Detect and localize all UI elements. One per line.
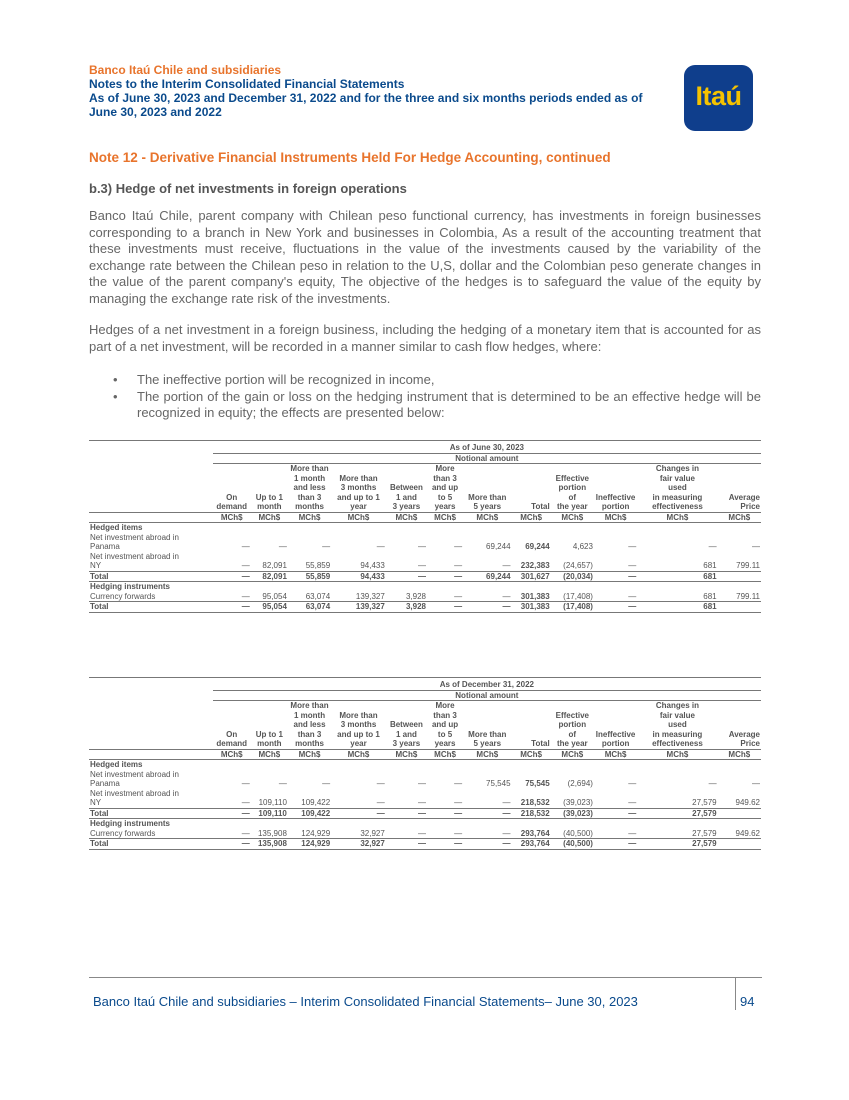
bullet-icon: • bbox=[113, 372, 118, 387]
notional-header: Notional amount bbox=[213, 690, 761, 701]
col-average-price: Average Price bbox=[718, 464, 761, 513]
col-effective-portion: Effective portion of the year bbox=[551, 701, 594, 750]
col-ineffective-portion: Ineffective portion bbox=[594, 464, 637, 513]
col-1-to-3-years: Between 1 and 3 years bbox=[386, 464, 427, 513]
col-1-to-3-months: More than 1 month and less than 3 months bbox=[288, 464, 331, 513]
col-fair-value-changes: Changes in fair value used in measuring effectiveness bbox=[637, 464, 717, 513]
footer-text: Banco Itaú Chile and subsidiaries – Interim Consolidated Financial Statements– June 30, 2023 bbox=[93, 994, 638, 1009]
table-row: NY — 82,091 55,859 94,433 — — — 232,383 (24,657) — 681 799.11 bbox=[90, 561, 760, 570]
col-3-months-to-1-year: More than 3 months and up to 1 year bbox=[331, 464, 386, 513]
table-row: Net investment abroad in bbox=[90, 769, 179, 779]
logo-text: Itaú bbox=[695, 81, 742, 111]
header-subtitle: Notes to the Interim Consolidated Financial Statements bbox=[89, 77, 405, 91]
col-total: Total bbox=[512, 464, 551, 513]
footer-vertical-divider bbox=[735, 977, 736, 1010]
table-row: Total — 135,908 124,929 32,927 — — — 293,764 (40,500) — 27,579 bbox=[89, 839, 761, 850]
note-title: Note 12 - Derivative Financial Instruments Held For Hedge Accounting, continued bbox=[89, 150, 611, 165]
document-header bbox=[89, 63, 679, 119]
hedge-table-2023: As of June 30, 2023 Notional amount On demand Up to 1 month More than 1 month and less than 3 months More than 3 months and up to 1 year Between 1 and 3 years More than 3 and up to 5 years More than 5 years Total Effective portion of the year Ineffective portion Changes in fair value used in measuring effectiveness Average Price MCh$ MCh$ MCh$ MCh$ MCh$ MCh$ MCh$ MCh$ MCh$ MCh$ MCh$ MCh$ Hedged items Net investment abroad in Panama — — — — — — 69,244 69,244 4,623 — — — Net investment abroad in NY — 82,091 55,859 94,433 — — — 232,383 (24,657) — 681 799.11 Total — 82,091 55,859 94,433 — — 69,244 301,627 (20,034) — 681 Hedging instruments Currency forwards — 95,054 63,074 139,327 3,928 — — 301,383 (17,408) — 681 799.11 Total — 95,054 63,074 139,327 3,928 — — 301,383 (17,408) — 681 bbox=[89, 440, 761, 613]
hedging-instruments-label: Hedging instruments bbox=[90, 582, 171, 591]
col-total: Total bbox=[512, 701, 551, 750]
table-row: Net investment abroad in bbox=[90, 788, 179, 798]
col-on-demand: On demand bbox=[213, 464, 251, 513]
table-row: Net investment abroad in bbox=[90, 532, 179, 542]
col-fair-value-changes: Changes in fair value used in measuring effectiveness bbox=[637, 701, 717, 750]
page-number: 94 bbox=[740, 994, 755, 1009]
list-item: • The portion of the gain or loss on the hedging instrument that is determined to be an effective hedge will be recognized in equity; the effects are presented below: bbox=[113, 388, 761, 420]
header-period-line1: As of June 30, 2023 and December 31, 2022 and for the three and six months periods ended as of bbox=[89, 91, 643, 105]
table-row: Currency forwards — 135,908 124,929 32,927 — — — 293,764 (40,500) — 27,579 949.62 bbox=[90, 828, 760, 838]
list-item: • The ineffective portion will be recognized in income, bbox=[113, 372, 435, 387]
hedging-instruments-label: Hedging instruments bbox=[90, 819, 171, 828]
company-name: Banco Itaú Chile and subsidiaries bbox=[89, 63, 282, 77]
table-row: Total — 109,110 109,422 — — — — 218,532 (39,023) — 27,579 bbox=[89, 808, 761, 819]
col-3-months-to-1-year: More than 3 months and up to 1 year bbox=[331, 701, 386, 750]
table-row: NY — 109,110 109,422 — — — — 218,532 (39,023) — 27,579 949.62 bbox=[90, 798, 760, 807]
col-3-to-5-years: More than 3 and up to 5 years bbox=[427, 701, 463, 750]
hedged-items-label: Hedged items bbox=[90, 523, 143, 532]
section-subtitle: b.3) Hedge of net investments in foreign operations bbox=[89, 181, 407, 196]
col-effective-portion: Effective portion of the year bbox=[551, 464, 594, 513]
col-1-to-3-years: Between 1 and 3 years bbox=[386, 701, 427, 750]
col-up-to-1-month: Up to 1 month bbox=[251, 701, 288, 750]
table-row: Panama — — — — — — 69,244 69,244 4,623 — — — bbox=[90, 542, 760, 551]
itau-logo bbox=[684, 65, 753, 131]
col-1-to-3-months: More than 1 month and less than 3 months bbox=[288, 701, 331, 750]
table-row: Total — 95,054 63,074 139,327 3,928 — — 301,383 (17,408) — 681 bbox=[89, 602, 761, 613]
col-average-price: Average Price bbox=[718, 701, 761, 750]
col-more-than-5-years: More than 5 years bbox=[463, 701, 511, 750]
col-3-to-5-years: More than 3 and up to 5 years bbox=[427, 464, 463, 513]
table-row: Currency forwards — 95,054 63,074 139,327 3,928 — — 301,383 (17,408) — 681 799.11 bbox=[90, 591, 760, 601]
paragraph-1: Banco Itaú Chile, parent company with Chilean peso functional currency, has investments in foreign businesses corresponding to a branch in New York and businesses in Colombia, As a result of the accounting treatment that these investments must receive, fluctuations in the value of the investments caused by the variability of the exchange rate between the Chilean peso in relation to the U,S, dollar and the Colombian peso generate changes in the value of the parent company's equity, The objective of the hedges is to safeguard the value of the equity by managing the exchange rate risk of the investments. bbox=[89, 208, 761, 306]
bullet-icon: • bbox=[113, 388, 118, 404]
table-row: Net investment abroad in bbox=[90, 551, 179, 561]
hedged-items-label: Hedged items bbox=[90, 760, 143, 769]
period-header: As of June 30, 2023 bbox=[449, 443, 524, 452]
period-header: As of December 31, 2022 bbox=[439, 680, 534, 689]
bullet-list bbox=[113, 372, 761, 422]
notional-header: Notional amount bbox=[213, 453, 761, 464]
header-period-line2: June 30, 2023 and 2022 bbox=[89, 105, 222, 119]
col-on-demand: On demand bbox=[213, 701, 251, 750]
hedge-table-2022: As of December 31, 2022 Notional amount On demand Up to 1 month More than 1 month and less than 3 months More than 3 months and up to 1 year Between 1 and 3 years More than 3 and up to 5 years More than 5 years Total Effective portion of the year Ineffective portion Changes in fair value used in measuring effectiveness Average Price MCh$ MCh$ MCh$ MCh$ MCh$ MCh$ MCh$ MCh$ MCh$ MCh$ MCh$ MCh$ Hedged items Net investment abroad in Panama — — — — — — 75,545 75,545 (2,694) — — — Net investment abroad in NY — 109,110 109,422 — — — — 218,532 (39,023) — 27,579 949.62 Total — 109,110 109,422 — — — — 218,532 (39,023) — 27,579 Hedging instruments Currency forwards — 135,908 124,929 32,927 — — — 293,764 (40,500) — 27,579 949.62 Total — 135,908 124,929 32,927 — — — 293,764 (40,500) — 27,579 bbox=[89, 677, 761, 850]
paragraph-2: Hedges of a net investment in a foreign business, including the hedging of a monetary item that is accounted for as part of a net investment, will be recorded in a manner similar to cash flow hedges, where: bbox=[89, 322, 761, 354]
footer-divider bbox=[89, 977, 762, 978]
table-row: Total — 82,091 55,859 94,433 — — 69,244 301,627 (20,034) — 681 bbox=[89, 571, 761, 582]
table-row: Panama — — — — — — 75,545 75,545 (2,694) — — — bbox=[90, 779, 760, 788]
col-ineffective-portion: Ineffective portion bbox=[594, 701, 637, 750]
col-up-to-1-month: Up to 1 month bbox=[251, 464, 288, 513]
col-more-than-5-years: More than 5 years bbox=[463, 464, 511, 513]
